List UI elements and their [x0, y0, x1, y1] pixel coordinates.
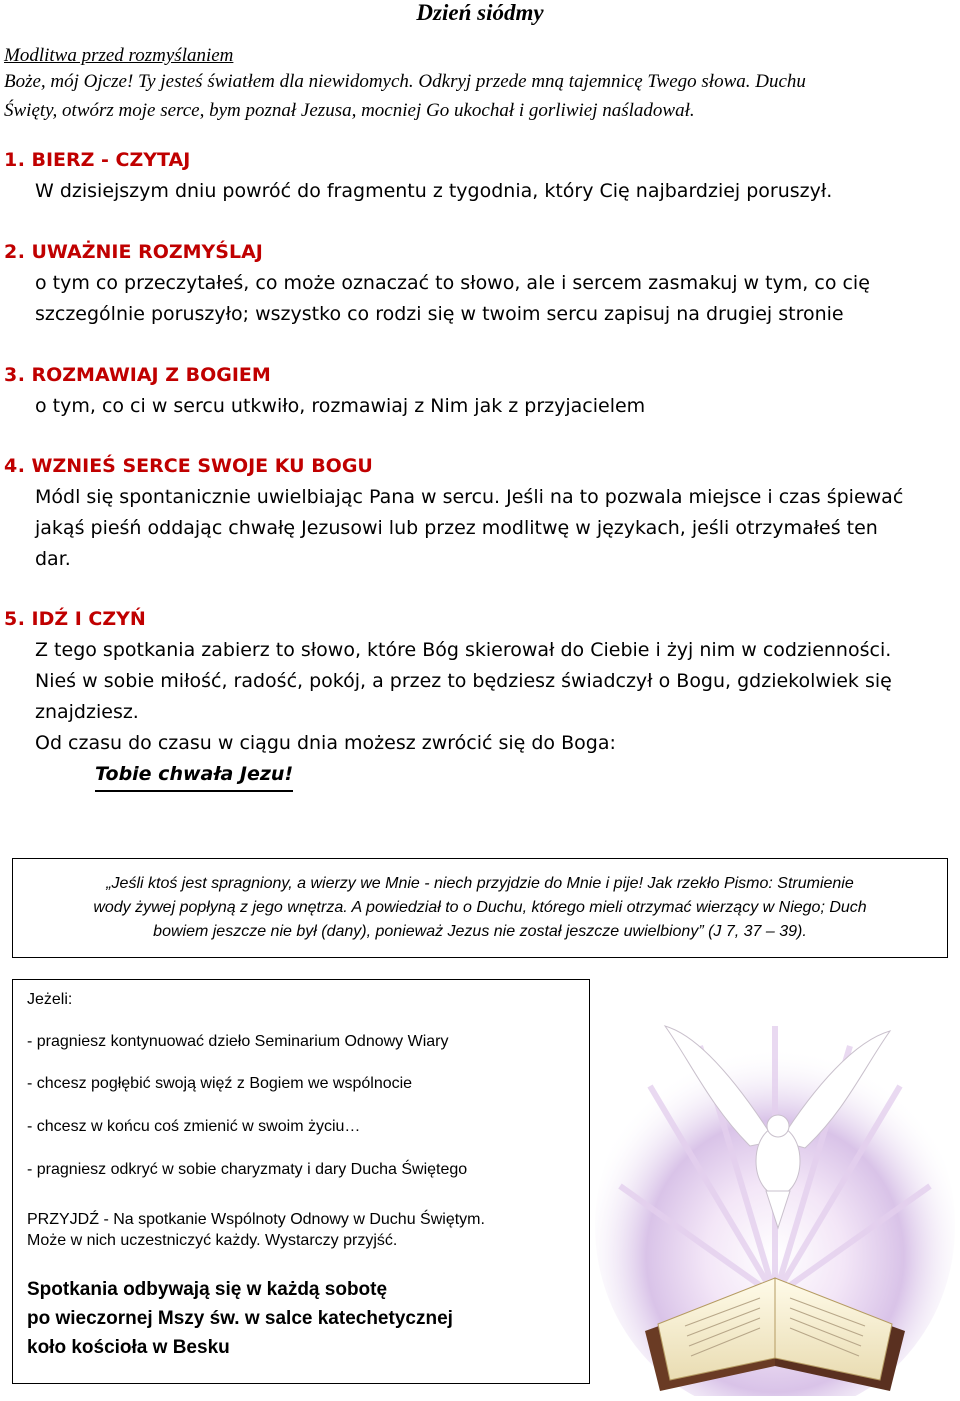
step-1 [4, 145, 954, 207]
step-2 [4, 237, 954, 330]
step-number: 4. [4, 455, 26, 477]
page-title: Dzień siódmy [416, 0, 544, 25]
step-number: 1. [4, 149, 26, 171]
info-item: - pragniesz kontynuować dzieło Seminarium Odnowy Wiary [27, 1033, 449, 1050]
step-line: Nieś w sobie miłość, radość, pokój, a przez to będziesz świadczył o Bogu, gdziekolwiek się [35, 670, 892, 692]
step-line: jakąś pieśń oddając chwałę Jezusowi lub przez modlitwę w językach, jeśli otrzymałeś ten [35, 517, 878, 539]
info-intro: Jeżeli: [27, 991, 73, 1008]
dove-bible-illustration [590, 966, 960, 1396]
step-line: Módl się spontanicznie uwielbiając Pana w sercu. Jeśli na to pozwala miejsce i czas śpiewać [35, 486, 904, 508]
step-line: W dzisiejszym dniu powróć do fragmentu z tygodnia, który Cię najbardziej poruszył. [35, 180, 833, 202]
step-3 [4, 360, 954, 422]
quote-line: wody żywej popłyną z jego wnętrza. A powiedział to o Duchu, którego mieli otrzymać wierzący w Niego; Duch [93, 899, 867, 916]
prayer-heading: Modlitwa przed rozmyślaniem [4, 45, 234, 66]
meeting-line: koło kościoła w Besku [27, 1337, 230, 1358]
closing-acclamation: Tobie chwała Jezu! [95, 759, 293, 792]
step-line: dar. [35, 548, 71, 570]
step-heading: BIERZ - CZYTAJ [31, 149, 191, 171]
scripture-quote-box [12, 858, 948, 958]
step-line: Z tego spotkania zabierz to słowo, które Bóg skierował do Ciebie i żyj nim w codzienności. [35, 639, 892, 661]
step-line: szczególnie poruszyło; wszystko co rodzi się w twoim sercu zapisuj na drugiej stronie [35, 303, 844, 325]
invite-line: Może w nich uczestniczyć każdy. Wystarczy przyjść. [27, 1232, 398, 1249]
info-item: - chcesz pogłębić swoją więź z Bogiem we wspólnocie [27, 1075, 413, 1092]
invitation-box [12, 979, 590, 1384]
step-heading: ROZMAWIAJ Z BOGIEM [31, 364, 271, 386]
prayer-line-1: Boże, mój Ojcze! Ty jesteś światłem dla niewidomych. Odkryj przede mną tajemnicę Twego słowa. Duchu [4, 71, 806, 92]
step-number: 3. [4, 364, 26, 386]
info-item: - chcesz w końcu coś zmienić w swoim życiu… [27, 1118, 361, 1135]
prayer-text [4, 67, 934, 125]
step-line: o tym co przeczytałeś, co może oznaczać to słowo, ale i sercem zasmakuj w tym, co cię [35, 272, 870, 294]
invite-line: PRZYJDŹ - Na spotkanie Wspólnoty Odnowy w Duchu Świętym. [27, 1211, 485, 1228]
info-item: - pragniesz odkryć w sobie charyzmaty i dary Ducha Świętego [27, 1161, 468, 1178]
step-heading: IDŹ I CZYŃ [31, 608, 146, 630]
step-5 [4, 604, 954, 792]
step-number: 2. [4, 241, 26, 263]
step-heading: WZNIEŚ SERCE SWOJE KU BOGU [31, 455, 373, 477]
meeting-line: po wieczornej Mszy św. w salce katechetycznej [27, 1308, 453, 1329]
step-heading: UWAŻNIE ROZMYŚLAJ [31, 241, 263, 263]
step-4 [4, 451, 954, 575]
prayer-line-2: Święty, otwórz moje serce, bym poznał Jezusa, mocniej Go ukochał i gorliwiej naśladował. [4, 100, 695, 121]
step-line: znajdziesz. [35, 701, 139, 723]
meeting-line: Spotkania odbywają się w każdą sobotę [27, 1279, 388, 1300]
step-line: Od czasu do czasu w ciągu dnia możesz zwrócić się do Boga: [35, 732, 616, 754]
quote-line: bowiem jeszcze nie był (dany), ponieważ Jezus nie został jeszcze uwielbiony” (J 7, 37 – 39). [153, 923, 807, 940]
step-line: o tym, co ci w sercu utkwiło, rozmawiaj z Nim jak z przyjacielem [35, 395, 646, 417]
quote-line: „Jeśli ktoś jest spragniony, a wierzy we Mnie - niech przyjdzie do Mnie i pije! Jak rzekło Pismo: Strumienie [106, 875, 854, 892]
step-number: 5. [4, 608, 26, 630]
